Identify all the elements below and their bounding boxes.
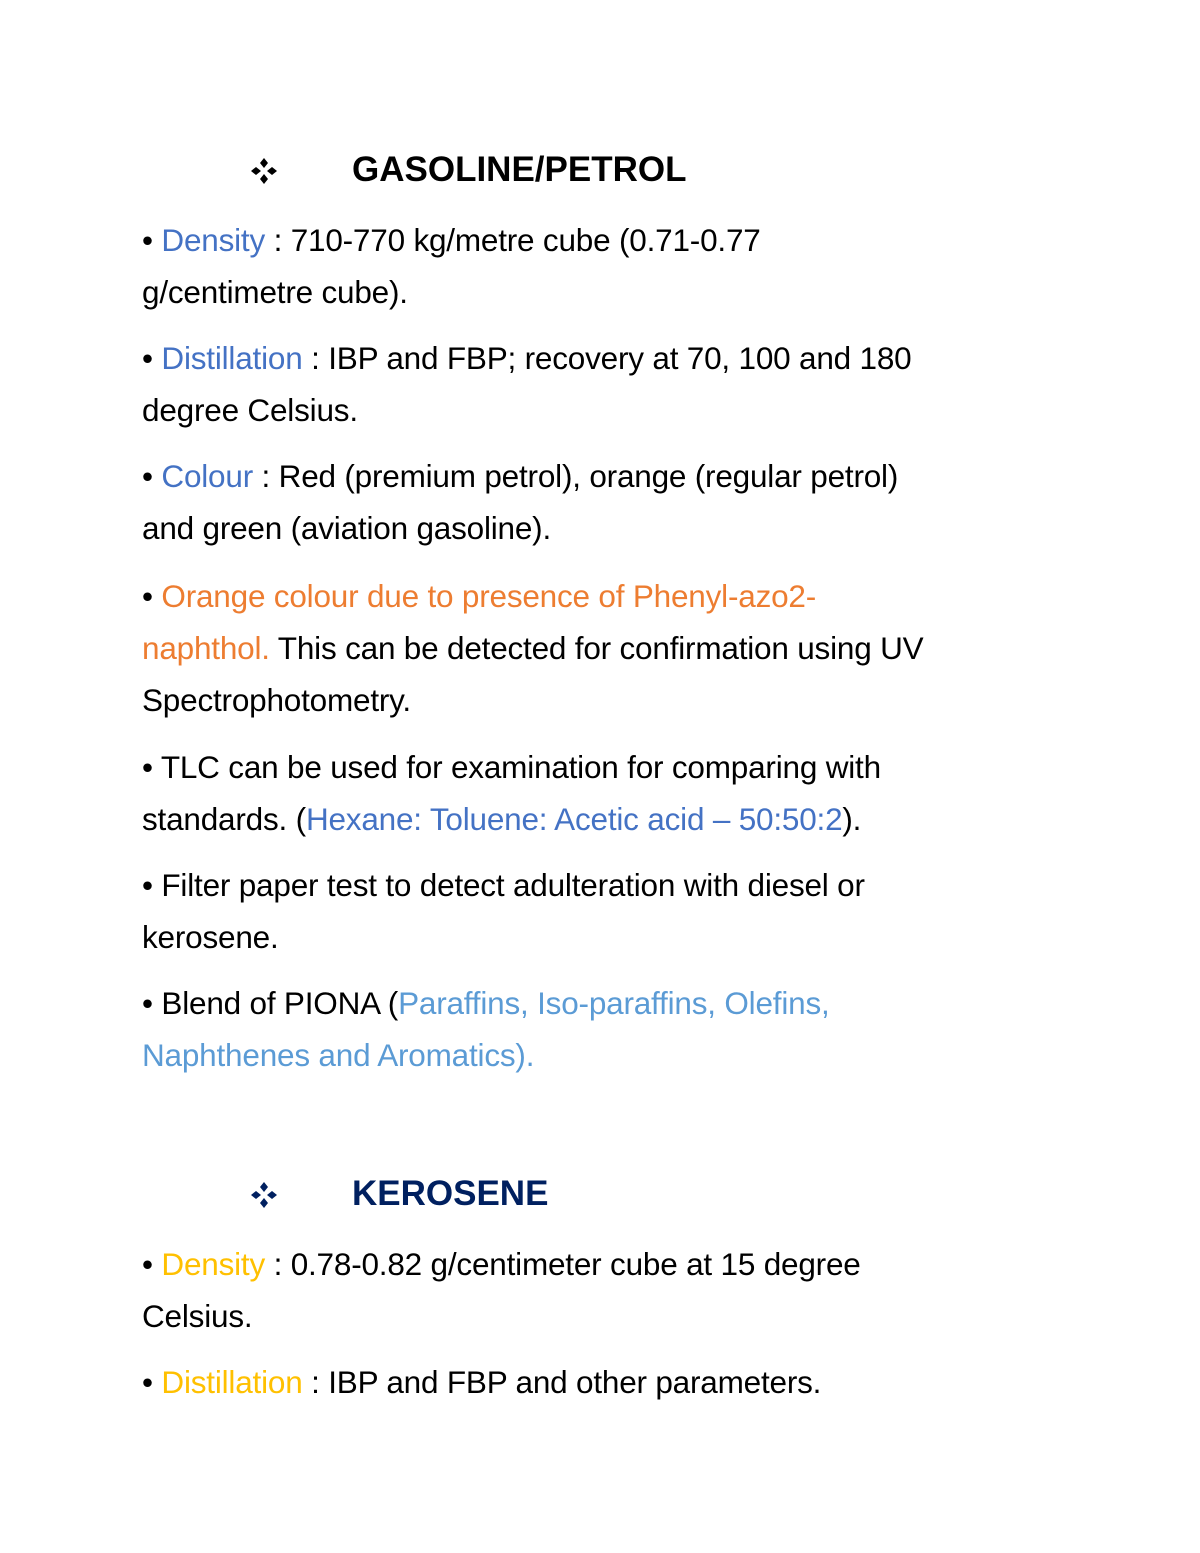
colour-value-cont: and green (aviation gasoline).	[142, 510, 552, 546]
bullet: •	[142, 985, 162, 1021]
gasoline-tlc-item	[142, 741, 1082, 845]
separator: :	[302, 340, 329, 376]
colour-label: Colour	[161, 458, 253, 494]
density-value: 0.78-0.82 g/centimeter cube at 15 degree	[290, 1246, 861, 1282]
separator: :	[265, 222, 291, 258]
distillation-label: Distillation	[161, 1364, 303, 1400]
tlc-solvent-highlight: Hexane: Toluene: Acetic acid – 50:50:2	[305, 801, 843, 837]
gasoline-orange-note-item	[142, 570, 1082, 726]
bullet: •	[142, 1246, 162, 1282]
separator: :	[302, 1364, 329, 1400]
orange-note-text: This can be detected for confirmation using UV	[269, 630, 924, 666]
filter-text-cont: kerosene.	[142, 919, 279, 955]
gasoline-colour-item	[142, 450, 1082, 554]
separator: :	[252, 458, 279, 494]
filter-text: Filter paper test to detect adulteration with diesel or	[161, 867, 865, 903]
gasoline-piona-item	[142, 977, 1082, 1081]
distillation-value: IBP and FBP and other parameters.	[328, 1364, 822, 1400]
gasoline-density-item	[142, 214, 1082, 318]
piona-text: Blend of PIONA (	[161, 985, 399, 1021]
distillation-value-cont: degree Celsius.	[142, 392, 358, 428]
density-label: Density	[161, 222, 266, 258]
orange-note-highlight: Orange colour due to presence of Phenyl-azo2-	[161, 578, 817, 614]
distillation-value: IBP and FBP; recovery at 70, 100 and 180	[328, 340, 912, 376]
colour-value: Red (premium petrol), orange (regular petrol)	[278, 458, 899, 494]
tlc-text-post: ).	[842, 801, 862, 837]
diamond-bullet-icon	[248, 157, 280, 185]
density-value: 710-770 kg/metre cube (0.71-0.77	[290, 222, 761, 258]
separator: :	[265, 1246, 291, 1282]
density-value-cont: g/centimetre cube).	[142, 274, 408, 310]
kerosene-density-item	[142, 1238, 1082, 1342]
bullet: •	[142, 222, 162, 258]
diamond-bullet-icon	[248, 1181, 280, 1209]
bullet: •	[142, 578, 162, 614]
section-title: GASOLINE/PETROL	[352, 150, 687, 189]
density-value-cont: Celsius.	[142, 1298, 253, 1334]
distillation-label: Distillation	[161, 340, 303, 376]
bullet: •	[142, 1364, 162, 1400]
tlc-text-pre: standards. (	[142, 801, 306, 837]
piona-highlight-cont: Naphthenes and Aromatics).	[142, 1037, 535, 1073]
orange-note-highlight-cont: naphthol.	[142, 630, 270, 666]
gasoline-distillation-item	[142, 332, 1082, 436]
bullet: •	[142, 458, 162, 494]
bullet: •	[142, 749, 161, 785]
gasoline-filter-item	[142, 859, 1082, 963]
piona-highlight: Paraffins, Iso-paraffins, Olefins,	[398, 985, 830, 1021]
orange-note-text-cont: Spectrophotometry.	[142, 682, 411, 718]
tlc-text: TLC can be used for examination for comparing with	[160, 749, 881, 785]
bullet: •	[142, 340, 162, 376]
density-label: Density	[161, 1246, 266, 1282]
section-title: KEROSENE	[352, 1174, 549, 1213]
bullet: •	[142, 867, 162, 903]
kerosene-distillation-item	[142, 1356, 1082, 1408]
